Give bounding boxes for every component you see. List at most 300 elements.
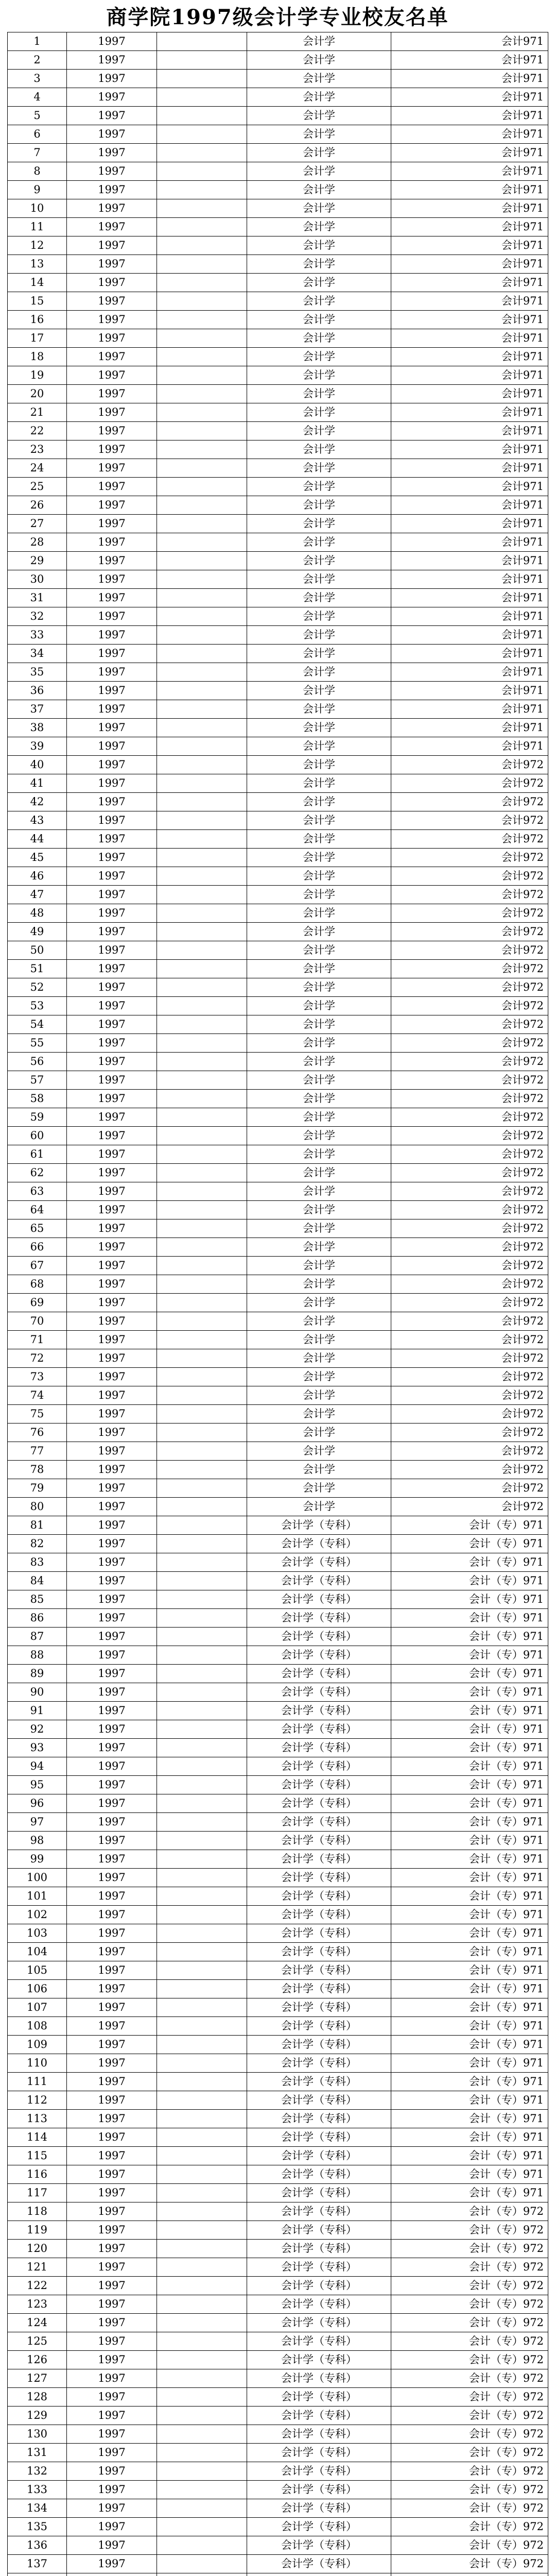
row-number-cell: 120 [8, 2240, 67, 2258]
class-cell: 会计（专）971 [391, 2147, 548, 2165]
class-cell: 会计（专）971 [391, 1924, 548, 1943]
major-cell: 会计学 [247, 1090, 391, 1108]
class-cell: 会计972 [391, 1182, 548, 1201]
class-cell: 会计971 [391, 552, 548, 570]
class-cell: 会计（专）971 [391, 1516, 548, 1535]
roster-row [8, 904, 548, 923]
roster-row [8, 1349, 548, 1368]
class-cell: 会计972 [391, 1071, 548, 1090]
major-cell: 会计学 [247, 1461, 391, 1479]
roster-row [8, 1479, 548, 1498]
class-cell: 会计（专）971 [391, 1961, 548, 1980]
roster-row [8, 1090, 548, 1108]
name-cell [157, 2499, 247, 2518]
row-number-cell: 43 [8, 811, 67, 830]
name-cell [157, 941, 247, 960]
major-cell: 会计学（专科） [247, 1572, 391, 1590]
name-cell [157, 2425, 247, 2444]
row-number-cell: 89 [8, 1665, 67, 1683]
row-number-cell: 95 [8, 1776, 67, 1794]
row-number-cell: 14 [8, 274, 67, 292]
name-cell [157, 2351, 247, 2369]
row-number-cell: 41 [8, 774, 67, 793]
row-number-cell: 137 [8, 2555, 67, 2573]
roster-row [8, 997, 548, 1015]
name-cell [157, 1053, 247, 1071]
roster-row [8, 2518, 548, 2536]
name-cell [157, 1219, 247, 1238]
roster-row [8, 1164, 548, 1182]
row-number-cell: 98 [8, 1832, 67, 1850]
class-cell: 会计972 [391, 1053, 548, 1071]
row-number-cell: 78 [8, 1461, 67, 1479]
major-cell: 会计学（专科） [247, 2295, 391, 2314]
name-cell [157, 199, 247, 218]
class-cell: 会计（专）972 [391, 2481, 548, 2499]
row-number-cell: 37 [8, 700, 67, 719]
major-cell: 会计学（专科） [247, 2406, 391, 2425]
year-cell: 1997 [67, 1219, 157, 1238]
major-cell: 会计学（专科） [247, 1850, 391, 1869]
class-cell: 会计（专）972 [391, 2536, 548, 2555]
name-cell [157, 2462, 247, 2481]
roster-row [8, 2258, 548, 2277]
year-cell: 1997 [67, 1832, 157, 1850]
name-cell [157, 2221, 247, 2240]
major-cell: 会计学（专科） [247, 1609, 391, 1628]
class-cell: 会计（专）971 [391, 2091, 548, 2110]
roster-row [8, 1461, 548, 1479]
name-cell [157, 1015, 247, 1034]
row-number-cell: 108 [8, 2017, 67, 2036]
row-number-cell: 12 [8, 236, 67, 255]
roster-row [8, 774, 548, 793]
major-cell: 会计学 [247, 1479, 391, 1498]
name-cell [157, 1090, 247, 1108]
major-cell: 会计学 [247, 645, 391, 663]
class-cell: 会计972 [391, 1331, 548, 1349]
name-cell [157, 2184, 247, 2202]
major-cell: 会计学 [247, 663, 391, 682]
year-cell: 1997 [67, 107, 157, 125]
roster-row [8, 1646, 548, 1665]
major-cell: 会计学 [247, 607, 391, 626]
name-cell [157, 1776, 247, 1794]
row-number-cell: 10 [8, 199, 67, 218]
class-cell: 会计972 [391, 793, 548, 811]
major-cell: 会计学 [247, 533, 391, 552]
year-cell: 1997 [67, 459, 157, 478]
year-cell: 1997 [67, 199, 157, 218]
roster-row [8, 2091, 548, 2110]
roster-row [8, 255, 548, 274]
row-number-cell: 124 [8, 2314, 67, 2332]
roster-row [8, 2573, 548, 2576]
row-number-cell: 52 [8, 978, 67, 997]
class-cell: 会计（专）972 [391, 2369, 548, 2388]
row-number-cell: 66 [8, 1238, 67, 1257]
year-cell: 1997 [67, 1702, 157, 1720]
name-cell [157, 1813, 247, 1832]
roster-row [8, 2314, 548, 2332]
year-cell: 1997 [67, 645, 157, 663]
class-cell: 会计971 [391, 422, 548, 440]
major-cell: 会计学（专科） [247, 2369, 391, 2388]
roster-row [8, 1108, 548, 1127]
class-cell: 会计（专）972 [391, 2499, 548, 2518]
class-cell: 会计（专）972 [391, 2277, 548, 2295]
roster-row [8, 2388, 548, 2406]
row-number-cell: 21 [8, 403, 67, 422]
roster-row [8, 2295, 548, 2314]
roster-row [8, 1312, 548, 1331]
row-number-cell: 17 [8, 329, 67, 348]
class-cell: 会计（专）971 [391, 1887, 548, 1906]
roster-row [8, 162, 548, 181]
class-cell: 会计971 [391, 218, 548, 236]
name-cell [157, 774, 247, 793]
roster-row [8, 2221, 548, 2240]
major-cell: 会计学（专科） [247, 1720, 391, 1739]
major-cell: 会计学（专科） [247, 1832, 391, 1850]
major-cell: 会计学 [247, 1257, 391, 1275]
roster-row [8, 1924, 548, 1943]
name-cell [157, 886, 247, 904]
roster-row [8, 2425, 548, 2444]
class-cell: 会计971 [391, 144, 548, 162]
major-cell: 会计学（专科） [247, 2054, 391, 2073]
name-cell [157, 645, 247, 663]
name-cell [157, 329, 247, 348]
year-cell: 1997 [67, 1720, 157, 1739]
name-cell [157, 88, 247, 107]
major-cell: 会计学 [247, 181, 391, 199]
name-cell [157, 1331, 247, 1349]
year-cell: 1997 [67, 2165, 157, 2184]
roster-row [8, 533, 548, 552]
roster-row [8, 51, 548, 70]
class-cell: 会计972 [391, 811, 548, 830]
roster-row [8, 1257, 548, 1275]
roster-row [8, 1906, 548, 1924]
row-number-cell: 107 [8, 1998, 67, 2017]
name-cell [157, 403, 247, 422]
roster-row [8, 1683, 548, 1702]
name-cell [157, 663, 247, 682]
year-cell: 1997 [67, 1201, 157, 1219]
class-cell: 会计972 [391, 1090, 548, 1108]
major-cell: 会计学 [247, 348, 391, 366]
name-cell [157, 1980, 247, 1998]
roster-row [8, 2184, 548, 2202]
year-cell: 1997 [67, 663, 157, 682]
roster-row [8, 1980, 548, 1998]
year-cell: 1997 [67, 2184, 157, 2202]
class-cell: 会计（专）972 [391, 2221, 548, 2240]
year-cell: 1997 [67, 2425, 157, 2444]
name-cell [157, 2147, 247, 2165]
year-cell: 1997 [67, 1498, 157, 1516]
major-cell: 会计学 [247, 1201, 391, 1219]
major-cell: 会计学（专科） [247, 2518, 391, 2536]
roster-row [8, 886, 548, 904]
class-cell: 会计972 [391, 1145, 548, 1164]
row-number-cell: 76 [8, 1423, 67, 1442]
name-cell [157, 1572, 247, 1590]
row-number-cell: 64 [8, 1201, 67, 1219]
name-cell [157, 2017, 247, 2036]
row-number-cell: 113 [8, 2110, 67, 2128]
year-cell: 1997 [67, 2147, 157, 2165]
name-cell [157, 1349, 247, 1368]
roster-row [8, 218, 548, 236]
row-number-cell: 25 [8, 478, 67, 496]
year-cell: 1997 [67, 589, 157, 607]
roster-row [8, 1553, 548, 1572]
roster-row [8, 1609, 548, 1628]
name-cell [157, 1145, 247, 1164]
major-cell: 会计学（专科） [247, 2165, 391, 2184]
class-cell: 会计972 [391, 1034, 548, 1053]
year-cell: 1997 [67, 1998, 157, 2017]
roster-row [8, 422, 548, 440]
class-cell: 会计（专）971 [391, 1572, 548, 1590]
major-cell: 会计学（专科） [247, 1683, 391, 1702]
row-number-cell: 55 [8, 1034, 67, 1053]
name-cell [157, 2536, 247, 2555]
roster-row [8, 1535, 548, 1553]
class-cell: 会计（专）971 [391, 1720, 548, 1739]
roster-row [8, 1739, 548, 1757]
class-cell: 会计972 [391, 1423, 548, 1442]
name-cell [157, 2481, 247, 2499]
roster-row [8, 1702, 548, 1720]
year-cell: 1997 [67, 2499, 157, 2518]
roster-row [8, 348, 548, 366]
major-cell: 会计学（专科） [247, 1757, 391, 1776]
name-cell [157, 1869, 247, 1887]
year-cell: 1997 [67, 552, 157, 570]
name-cell [157, 366, 247, 385]
major-cell: 会计学 [247, 1238, 391, 1257]
class-cell: 会计971 [391, 385, 548, 403]
roster-row [8, 88, 548, 107]
class-cell: 会计（专）972 [391, 2314, 548, 2332]
name-cell [157, 849, 247, 867]
name-cell [157, 978, 247, 997]
class-cell: 会计971 [391, 236, 548, 255]
class-cell: 会计972 [391, 1442, 548, 1461]
major-cell: 会计学（专科） [247, 2147, 391, 2165]
name-cell [157, 1442, 247, 1461]
roster-row [8, 515, 548, 533]
row-number-cell: 4 [8, 88, 67, 107]
name-cell [157, 1238, 247, 1257]
class-cell: 会计972 [391, 867, 548, 886]
roster-row [8, 1405, 548, 1423]
roster-row [8, 2147, 548, 2165]
row-number-cell: 81 [8, 1516, 67, 1535]
class-cell: 会计972 [391, 1201, 548, 1219]
name-cell [157, 1516, 247, 1535]
row-number-cell: 30 [8, 570, 67, 589]
class-cell: 会计（专）971 [391, 2054, 548, 2073]
class-cell: 会计971 [391, 366, 548, 385]
name-cell [157, 1590, 247, 1609]
year-cell: 1997 [67, 218, 157, 236]
row-number-cell: 72 [8, 1349, 67, 1368]
row-number-cell: 71 [8, 1331, 67, 1349]
name-cell [157, 1108, 247, 1127]
roster-row [8, 440, 548, 459]
roster-row [8, 793, 548, 811]
major-cell: 会计学 [247, 515, 391, 533]
row-number-cell: 50 [8, 941, 67, 960]
major-cell: 会计学（专科） [247, 2499, 391, 2518]
roster-row [8, 2351, 548, 2369]
roster-row [8, 830, 548, 849]
roster-row [8, 1628, 548, 1646]
name-cell [157, 1405, 247, 1423]
row-number-cell: 11 [8, 218, 67, 236]
name-cell [157, 2573, 247, 2576]
year-cell: 1997 [67, 1423, 157, 1442]
major-cell: 会计学（专科） [247, 1794, 391, 1813]
name-cell [157, 1850, 247, 1869]
major-cell: 会计学（专科） [247, 1739, 391, 1757]
roster-row [8, 1794, 548, 1813]
class-cell: 会计971 [391, 440, 548, 459]
year-cell: 1997 [67, 236, 157, 255]
name-cell [157, 1498, 247, 1516]
name-cell [157, 1257, 247, 1275]
year-cell: 1997 [67, 1127, 157, 1145]
major-cell: 会计学 [247, 1423, 391, 1442]
name-cell [157, 496, 247, 515]
class-cell: 会计（专）971 [391, 1906, 548, 1924]
major-cell: 会计学 [247, 1015, 391, 1034]
year-cell: 1997 [67, 1257, 157, 1275]
year-cell: 1997 [67, 1813, 157, 1832]
roster-row [8, 236, 548, 255]
roster-row [8, 2499, 548, 2518]
major-cell: 会计学 [247, 1294, 391, 1312]
class-cell: 会计972 [391, 1257, 548, 1275]
roster-row [8, 1516, 548, 1535]
major-cell: 会计学 [247, 700, 391, 719]
roster-row [8, 941, 548, 960]
class-cell: 会计（专）971 [391, 1757, 548, 1776]
row-number-cell: 27 [8, 515, 67, 533]
year-cell: 1997 [67, 811, 157, 830]
row-number-cell: 45 [8, 849, 67, 867]
year-cell: 1997 [67, 1405, 157, 1423]
roster-row [8, 2481, 548, 2499]
row-number-cell: 35 [8, 663, 67, 682]
class-cell: 会计971 [391, 645, 548, 663]
roster-row [8, 719, 548, 737]
class-cell: 会计971 [391, 663, 548, 682]
major-cell: 会计学（专科） [247, 1998, 391, 2017]
major-cell: 会计学 [247, 923, 391, 941]
name-cell [157, 2388, 247, 2406]
major-cell: 会计学 [247, 1219, 391, 1238]
major-cell: 会计学（专科） [247, 1516, 391, 1535]
class-cell: 会计972 [391, 1386, 548, 1405]
year-cell: 1997 [67, 793, 157, 811]
year-cell: 1997 [67, 2202, 157, 2221]
row-number-cell: 29 [8, 552, 67, 570]
roster-row [8, 2444, 548, 2462]
name-cell [157, 1164, 247, 1182]
row-number-cell: 8 [8, 162, 67, 181]
roster-row [8, 1961, 548, 1980]
class-cell: 会计972 [391, 1368, 548, 1386]
major-cell: 会计学 [247, 941, 391, 960]
roster-row [8, 663, 548, 682]
year-cell: 1997 [67, 1090, 157, 1108]
name-cell [157, 2314, 247, 2332]
class-cell: 会计（专）972 [391, 2444, 548, 2462]
name-cell [157, 1609, 247, 1628]
year-cell: 1997 [67, 2351, 157, 2369]
year-cell: 1997 [67, 125, 157, 144]
name-cell [157, 923, 247, 941]
class-cell: 会计971 [391, 88, 548, 107]
roster-row [8, 199, 548, 218]
row-number-cell: 82 [8, 1535, 67, 1553]
row-number-cell: 33 [8, 626, 67, 645]
row-number-cell: 26 [8, 496, 67, 515]
class-cell: 会计971 [391, 700, 548, 719]
year-cell: 1997 [67, 515, 157, 533]
class-cell: 会计972 [391, 756, 548, 774]
row-number-cell: 105 [8, 1961, 67, 1980]
major-cell: 会计学 [247, 886, 391, 904]
year-cell: 1997 [67, 1794, 157, 1813]
row-number-cell: 48 [8, 904, 67, 923]
name-cell [157, 32, 247, 51]
row-number-cell: 106 [8, 1980, 67, 1998]
roster-row [8, 1294, 548, 1312]
class-cell: 会计（专）971 [391, 1683, 548, 1702]
name-cell [157, 2036, 247, 2054]
roster-row [8, 626, 548, 645]
major-cell: 会计学 [247, 311, 391, 329]
roster-row [8, 1145, 548, 1164]
name-cell [157, 144, 247, 162]
major-cell: 会计学 [247, 329, 391, 348]
row-number-cell: 93 [8, 1739, 67, 1757]
row-number-cell: 101 [8, 1887, 67, 1906]
year-cell: 1997 [67, 2054, 157, 2073]
roster-row [8, 1071, 548, 1090]
year-cell: 1997 [67, 2221, 157, 2240]
class-cell: 会计971 [391, 125, 548, 144]
name-cell [157, 162, 247, 181]
roster-row [8, 2165, 548, 2184]
year-cell: 1997 [67, 1516, 157, 1535]
year-cell: 1997 [67, 2017, 157, 2036]
class-cell: 会计（专）972 [391, 2351, 548, 2369]
roster-row [8, 1757, 548, 1776]
major-cell: 会计学 [247, 1442, 391, 1461]
class-cell: 会计971 [391, 311, 548, 329]
year-cell: 1997 [67, 403, 157, 422]
row-number-cell: 67 [8, 1257, 67, 1275]
row-number-cell: 125 [8, 2332, 67, 2351]
class-cell: 会计972 [391, 1238, 548, 1257]
